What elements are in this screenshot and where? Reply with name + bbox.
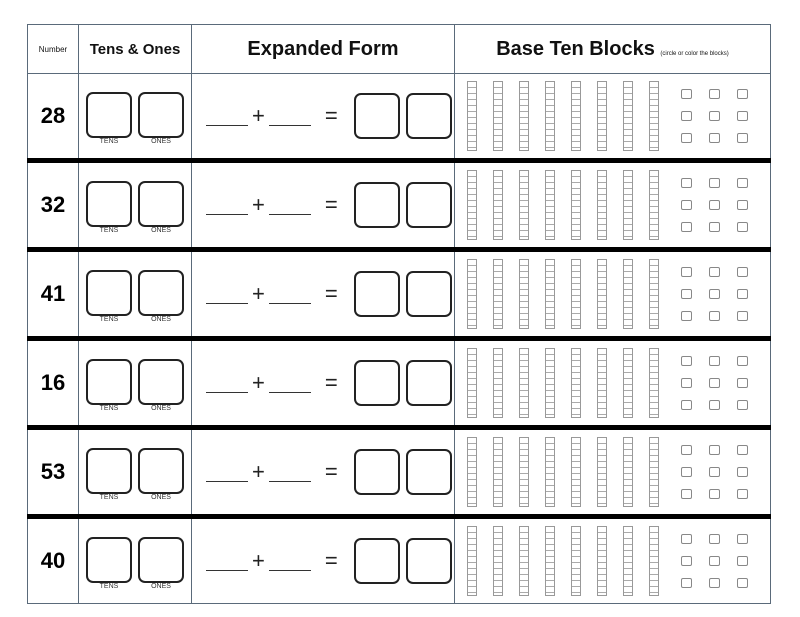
ten-rod: [467, 259, 477, 329]
answer-ones-box[interactable]: [406, 93, 452, 139]
ones-label: ONES: [151, 315, 171, 323]
ones-label: ONES: [151, 493, 171, 501]
equals-sign: =: [324, 370, 338, 395]
unit-cube: [737, 378, 748, 388]
unit-cube: [681, 578, 692, 588]
ten-rod: [597, 437, 607, 507]
ones-box[interactable]: [138, 359, 184, 405]
ten-rod: [519, 348, 529, 418]
equals-sign: =: [324, 281, 338, 306]
ones-box[interactable]: [138, 92, 184, 138]
ten-rod: [597, 81, 607, 151]
unit-cube: [681, 222, 692, 232]
answer-ones-box[interactable]: [406, 538, 452, 584]
unit-cube: [709, 578, 720, 588]
ten-rod: [597, 259, 607, 329]
unit-cube: [681, 200, 692, 210]
unit-cube: [737, 200, 748, 210]
answer-tens-box[interactable]: [354, 93, 400, 139]
unit-cube: [681, 489, 692, 499]
ten-rod: [493, 259, 503, 329]
tens-box[interactable]: [86, 181, 132, 227]
ten-rod: [519, 526, 529, 596]
ten-rod: [493, 437, 503, 507]
unit-cube: [681, 400, 692, 410]
header-expanded-form: Expanded Form: [192, 25, 455, 74]
equals-sign: =: [324, 103, 338, 128]
worksheet-table: [27, 24, 771, 604]
number-cell: 28: [28, 74, 79, 161]
ten-rod: [571, 526, 581, 596]
answer-tens-box[interactable]: [354, 449, 400, 495]
header-tens-ones: Tens & Ones: [79, 25, 192, 74]
unit-cube: [737, 556, 748, 566]
ten-rod: [623, 437, 633, 507]
unit-cube: [737, 267, 748, 277]
ten-rod: [623, 526, 633, 596]
unit-cube: [709, 178, 720, 188]
answer-tens-box[interactable]: [354, 360, 400, 406]
unit-cube: [681, 534, 692, 544]
unit-cube: [709, 467, 720, 477]
table-row: [28, 517, 771, 604]
unit-cube: [709, 534, 720, 544]
tens-box[interactable]: [86, 537, 132, 583]
ten-rod: [649, 526, 659, 596]
tens-box[interactable]: [86, 359, 132, 405]
tens-blank[interactable]: [206, 374, 248, 393]
unit-cube: [709, 222, 720, 232]
ten-rod: [545, 348, 555, 418]
unit-cube: [737, 222, 748, 232]
table-row: [28, 161, 771, 250]
unit-cube: [709, 400, 720, 410]
table-row: [28, 428, 771, 517]
ten-rod: [623, 81, 633, 151]
unit-cube: [709, 356, 720, 366]
ten-rod: [649, 259, 659, 329]
plus-sign: +: [252, 548, 265, 573]
answer-ones-box[interactable]: [406, 360, 452, 406]
unit-cube: [737, 467, 748, 477]
unit-cube: [709, 445, 720, 455]
ones-blank[interactable]: [269, 374, 311, 393]
unit-cube: [681, 89, 692, 99]
ten-rod: [545, 81, 555, 151]
answer-ones-box[interactable]: [406, 182, 452, 228]
number-cell: 40: [28, 517, 79, 604]
ten-rod: [467, 526, 477, 596]
ten-rod: [597, 348, 607, 418]
tens-label: TENS: [99, 315, 119, 323]
ten-rod: [467, 81, 477, 151]
answer-tens-box[interactable]: [354, 271, 400, 317]
unit-cube: [681, 178, 692, 188]
number-cell: 53: [28, 428, 79, 517]
unit-cube: [737, 289, 748, 299]
tens-label: TENS: [99, 137, 119, 145]
unit-cube: [737, 311, 748, 321]
unit-cube: [737, 400, 748, 410]
number-cell: 41: [28, 250, 79, 339]
unit-cube: [709, 289, 720, 299]
table-row: [28, 339, 771, 428]
unit-cube: [681, 267, 692, 277]
ones-box[interactable]: [138, 537, 184, 583]
number-cell: 16: [28, 339, 79, 428]
tens-blank[interactable]: [206, 552, 248, 571]
ten-rod: [519, 81, 529, 151]
plus-sign: +: [252, 281, 265, 306]
ten-rod: [571, 81, 581, 151]
equals-sign: =: [324, 459, 338, 484]
ten-rod: [519, 259, 529, 329]
plus-sign: +: [252, 370, 265, 395]
equals-sign: =: [324, 548, 338, 573]
tens-label: TENS: [99, 582, 119, 590]
number-cell: 32: [28, 161, 79, 250]
ones-blank[interactable]: [269, 196, 311, 215]
ten-rod: [545, 259, 555, 329]
ones-box[interactable]: [138, 270, 184, 316]
ten-rod: [597, 526, 607, 596]
unit-cube: [681, 445, 692, 455]
table-row: [28, 250, 771, 339]
tens-blank[interactable]: [206, 285, 248, 304]
unit-cube: [709, 89, 720, 99]
unit-cube: [681, 556, 692, 566]
tens-label: TENS: [99, 493, 119, 501]
answer-tens-box[interactable]: [354, 182, 400, 228]
ten-rod: [597, 170, 607, 240]
ones-blank[interactable]: [269, 463, 311, 482]
ten-rod: [623, 348, 633, 418]
unit-cube: [737, 178, 748, 188]
ten-rod: [545, 170, 555, 240]
tens-box[interactable]: [86, 448, 132, 494]
unit-cube: [709, 133, 720, 143]
header-number: Number: [28, 25, 79, 74]
ones-blank[interactable]: [269, 552, 311, 571]
table-row: [28, 74, 771, 161]
ten-rod: [519, 437, 529, 507]
ten-rod: [649, 170, 659, 240]
ten-rod: [467, 437, 477, 507]
header-blocks-title: Base Ten Blocks: [496, 37, 655, 60]
plus-sign: +: [252, 103, 265, 128]
plus-sign: +: [252, 192, 265, 217]
unit-cube: [709, 489, 720, 499]
ten-rod: [571, 437, 581, 507]
ten-rod: [545, 526, 555, 596]
equals-sign: =: [324, 192, 338, 217]
unit-cube: [681, 467, 692, 477]
unit-cube: [709, 111, 720, 121]
ones-label: ONES: [151, 404, 171, 412]
ten-rod: [623, 259, 633, 329]
unit-cube: [737, 578, 748, 588]
ones-label: ONES: [151, 137, 171, 145]
tens-blank[interactable]: [206, 107, 248, 126]
ten-rod: [649, 81, 659, 151]
answer-ones-box[interactable]: [406, 449, 452, 495]
unit-cube: [709, 311, 720, 321]
unit-cube: [709, 556, 720, 566]
unit-cube: [709, 267, 720, 277]
tens-label: TENS: [99, 404, 119, 412]
unit-cube: [681, 289, 692, 299]
ones-box[interactable]: [138, 181, 184, 227]
unit-cube: [737, 489, 748, 499]
ten-rod: [649, 348, 659, 418]
unit-cube: [737, 445, 748, 455]
unit-cube: [737, 89, 748, 99]
ten-rod: [467, 348, 477, 418]
ones-label: ONES: [151, 582, 171, 590]
header-base-ten-blocks: [455, 25, 771, 74]
tens-box[interactable]: [86, 270, 132, 316]
unit-cube: [681, 378, 692, 388]
ones-blank[interactable]: [269, 107, 311, 126]
ones-label: ONES: [151, 226, 171, 234]
tens-blank[interactable]: [206, 463, 248, 482]
plus-sign: +: [252, 459, 265, 484]
ten-rod: [493, 526, 503, 596]
ones-box[interactable]: [138, 448, 184, 494]
ten-rod: [545, 437, 555, 507]
ten-rod: [571, 170, 581, 240]
unit-cube: [737, 133, 748, 143]
answer-tens-box[interactable]: [354, 538, 400, 584]
ten-rod: [571, 259, 581, 329]
unit-cube: [681, 311, 692, 321]
ten-rod: [467, 170, 477, 240]
answer-ones-box[interactable]: [406, 271, 452, 317]
unit-cube: [737, 534, 748, 544]
tens-box[interactable]: [86, 92, 132, 138]
ten-rod: [623, 170, 633, 240]
unit-cube: [709, 378, 720, 388]
unit-cube: [737, 356, 748, 366]
tens-blank[interactable]: [206, 196, 248, 215]
unit-cube: [681, 356, 692, 366]
ones-blank[interactable]: [269, 285, 311, 304]
ten-rod: [493, 348, 503, 418]
ten-rod: [519, 170, 529, 240]
unit-cube: [681, 133, 692, 143]
tens-label: TENS: [99, 226, 119, 234]
ten-rod: [493, 81, 503, 151]
ten-rod: [649, 437, 659, 507]
unit-cube: [709, 200, 720, 210]
unit-cube: [681, 111, 692, 121]
unit-cube: [737, 111, 748, 121]
ten-rod: [571, 348, 581, 418]
ten-rod: [493, 170, 503, 240]
header-blocks-note: (circle or color the blocks): [660, 50, 729, 57]
